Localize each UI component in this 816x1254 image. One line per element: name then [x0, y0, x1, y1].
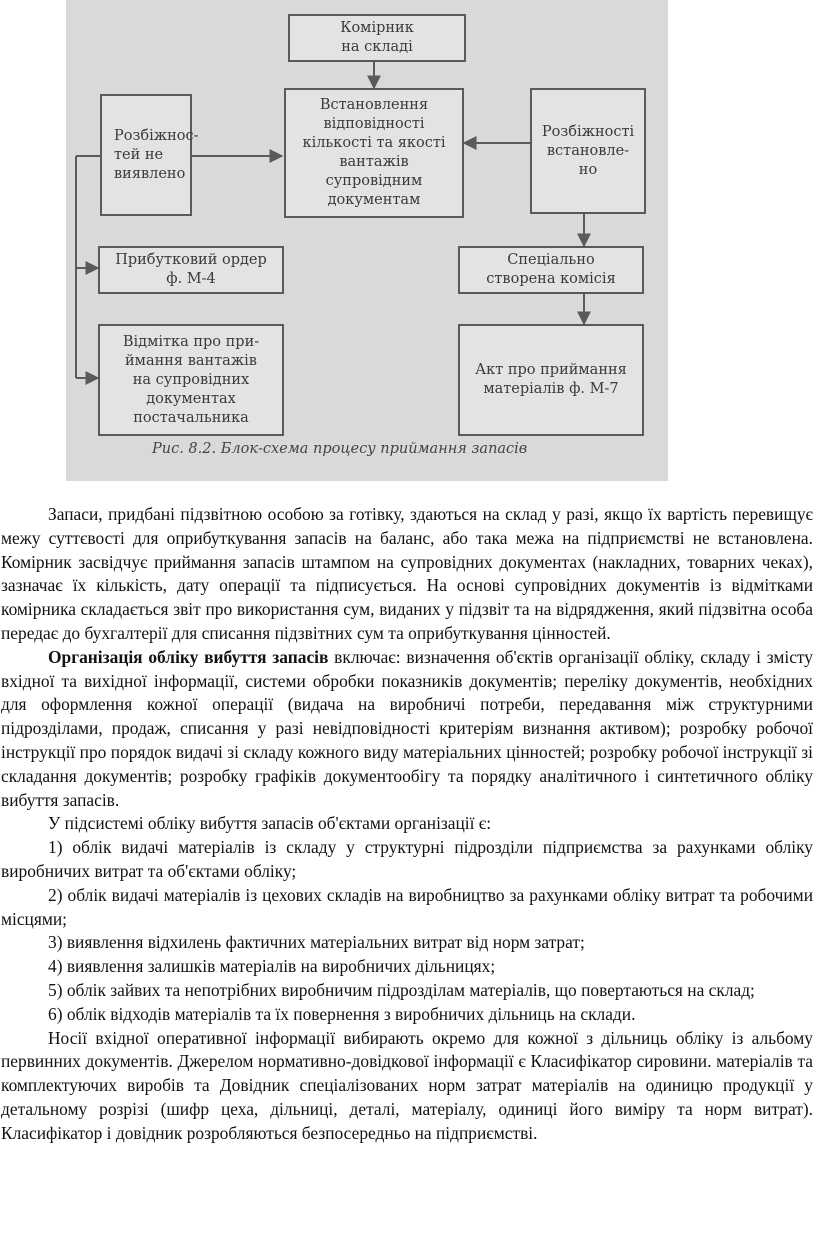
- list-item: 1) облік видачі матеріалів із складу у структурні підрозділи підприємства за рахунками обліку виробничих витрат та об'єктами обліку;: [1, 837, 813, 881]
- figure-caption: Рис. 8.2. Блок-схема процесу приймання запасів: [152, 441, 528, 457]
- paragraph-2: [1, 646, 813, 813]
- box-act: Акт про приймання матеріалів ф. М-7: [458, 324, 644, 436]
- list-item: 2) облік видачі матеріалів із цехових складів на виробництво за рахунками обліку витрат та робочими місцями;: [1, 884, 813, 929]
- paragraph-2-text: включає: визначення об'єктів організації обліку, складу і змісту вхідної та вихідної інформації, системи обробки показників документів; переліку документів, необхідних для оформлення кожної операції (видача на виробничі потреби, передавання між структурними підрозділами, продаж, списання у разі невідповідності критеріям визнання активом); розробку робочої інструкції про порядок видачі зі складу кожного виду матеріальних цінностей; розробку робочої інструкції зі складання документів; розробку графіків документообігу та порядку аналітичного і синтетичного обліку вибуття запасів.: [1, 646, 813, 810]
- body-text: [1, 503, 813, 1146]
- box-verification: Встановлення відповідності кількості та якості вантажів супровідним документам: [284, 88, 464, 218]
- paragraph-2-heading: Організація обліку вибуття запасів: [48, 646, 329, 667]
- block-diagram-figure: [66, 0, 668, 481]
- box-discrepancy: Розбіжності встановле- но: [530, 88, 646, 214]
- box-no-discrepancy: Розбіжнос- тей не виявлено: [100, 94, 192, 216]
- list-item: 5) облік зайвих та непотрібних виробничим підрозділам матеріалів, що повертаються на склад;: [48, 979, 755, 1000]
- paragraph-1: Запаси, придбані підзвітною особою за готівку, здаються на склад у разі, якщо їх вартість перевищує межу суттєвості для оприбуткування запасів на баланс, або така межа на підприємстві не встановлена. Комірник засвідчує приймання запасів штампом на супровідних документах (накладних, товарних чеках), зазначає їх кількість, дату операції та підписується. На основі супровідних документів із відмітками комірника складається звіт про використання сум, виданих у підзвіт та на відрядження, який підзвітна особа передає до бухгалтерії для списання підзвітних сум та оприбуткування цінностей.: [1, 504, 813, 643]
- list-item: 4) виявлення залишків матеріалів на виробничих дільницях;: [48, 956, 496, 977]
- box-receipt-order: Прибутковий ордер ф. М-4: [98, 246, 284, 294]
- list-item: 6) облік відходів матеріалів та їх повернення з виробничих дільниць на склади.: [48, 1003, 636, 1024]
- box-storekeeper: Комірник на складі: [288, 14, 466, 62]
- list-item: 3) виявлення відхилень фактичних матеріальних витрат від норм затрат;: [48, 932, 585, 953]
- box-mark-on-docs: Відмітка про при- ймання вантажів на супровідних документах постачальника: [98, 324, 284, 436]
- paragraph-3: У підсистемі обліку вибуття запасів об'єктами організації є:: [48, 813, 492, 834]
- box-commission: Спеціально створена комісія: [458, 246, 644, 294]
- paragraph-4: Носії вхідної оперативної інформації вибирають окремо для кожної з дільниць обліку із альбому первинних документів. Джерелом нормативно-довідкової інформації є Класифікатор сировини. матеріалів та комплектуючих виробів та Довідник спеціалізованих норм затрат матеріалів на одиницю продукції у детальному розрізі (шифр цеха, дільниці, деталі, матеріалу, одиниці його виміру та норм витрат). Класифікатор і довідник розробляються безпосередньо на підприємстві.: [1, 1027, 813, 1143]
